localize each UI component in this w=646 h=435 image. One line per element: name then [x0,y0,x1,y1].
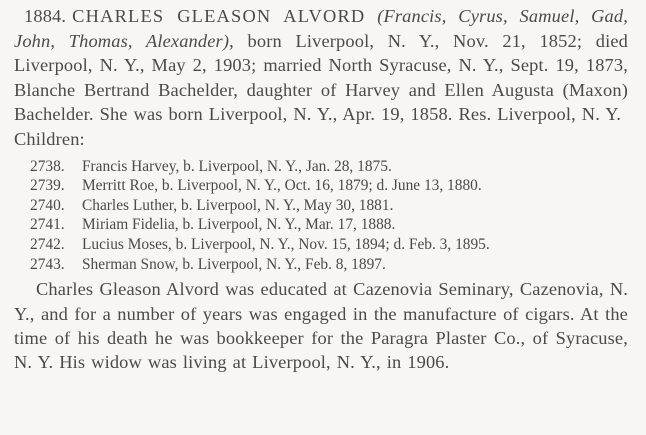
closing-paragraph: Charles Gleason Alvord was educated at Cazenovia Seminary, Cazenovia, N. Y., and for a number of years was engaged in the manufacture of cigars. At the time of his death he was bookkeeper for the Paragra Plaster Co., of Syracuse, N. Y. His widow was living at Liverpool, N. Y., in 1906. [14,279,628,373]
child-text: Lucius Moses, b. Liverpool, N. Y., Nov. 15, 1894; d. Feb. 3, 1895. [82,235,490,253]
genealogy-entry [14,4,628,152]
child-item [14,176,628,196]
child-number: 2741. [30,216,65,234]
child-number: 2739. [30,177,65,195]
child-number: 2738. [30,157,65,175]
child-text: Miriam Fidelia, b. Liverpool, N. Y., Mar. 17, 1888. [82,216,396,234]
entry-body: , born Liverpool, N. Y., Nov. 21, 1852; died Liverpool, N. Y., May 2, 1903; married North Syracuse, N. Y., Sept. 19, 1873, Blanche Bertrand Bachelder, daughter of Harvey and Ellen Augusta (Maxon) Bachelder. She was born Liverpool, N. Y., Apr. 19, 1858. Res. Liverpool, N. Y. [14,30,628,125]
child-number: 2743. [30,255,65,273]
child-text: Merritt Roe, b. Liverpool, N. Y., Oct. 16, 1879; d. June 13, 1880. [82,177,482,195]
child-item [14,196,628,216]
children-list [14,157,628,275]
child-item [14,157,628,177]
entry-number: 1884. [24,6,67,26]
child-item [14,215,628,235]
child-text: Sherman Snow, b. Liverpool, N. Y., Feb. 8, 1897. [82,255,386,273]
entry-ancestry: (Francis, Cyrus, Samuel, Gad, John, Thomas, Alexander) [14,6,628,51]
child-text: Francis Harvey, b. Liverpool, N. Y., Jan. 28, 1875. [82,157,392,175]
child-number: 2742. [30,235,65,253]
child-text: Charles Luther, b. Liverpool, N. Y., May 30, 1881. [82,196,394,214]
children-label: Children: [14,128,85,149]
child-number: 2740. [30,196,65,214]
child-item [14,235,628,255]
entry-name: CHARLES GLEASON ALVORD [72,6,366,26]
child-item [14,255,628,275]
